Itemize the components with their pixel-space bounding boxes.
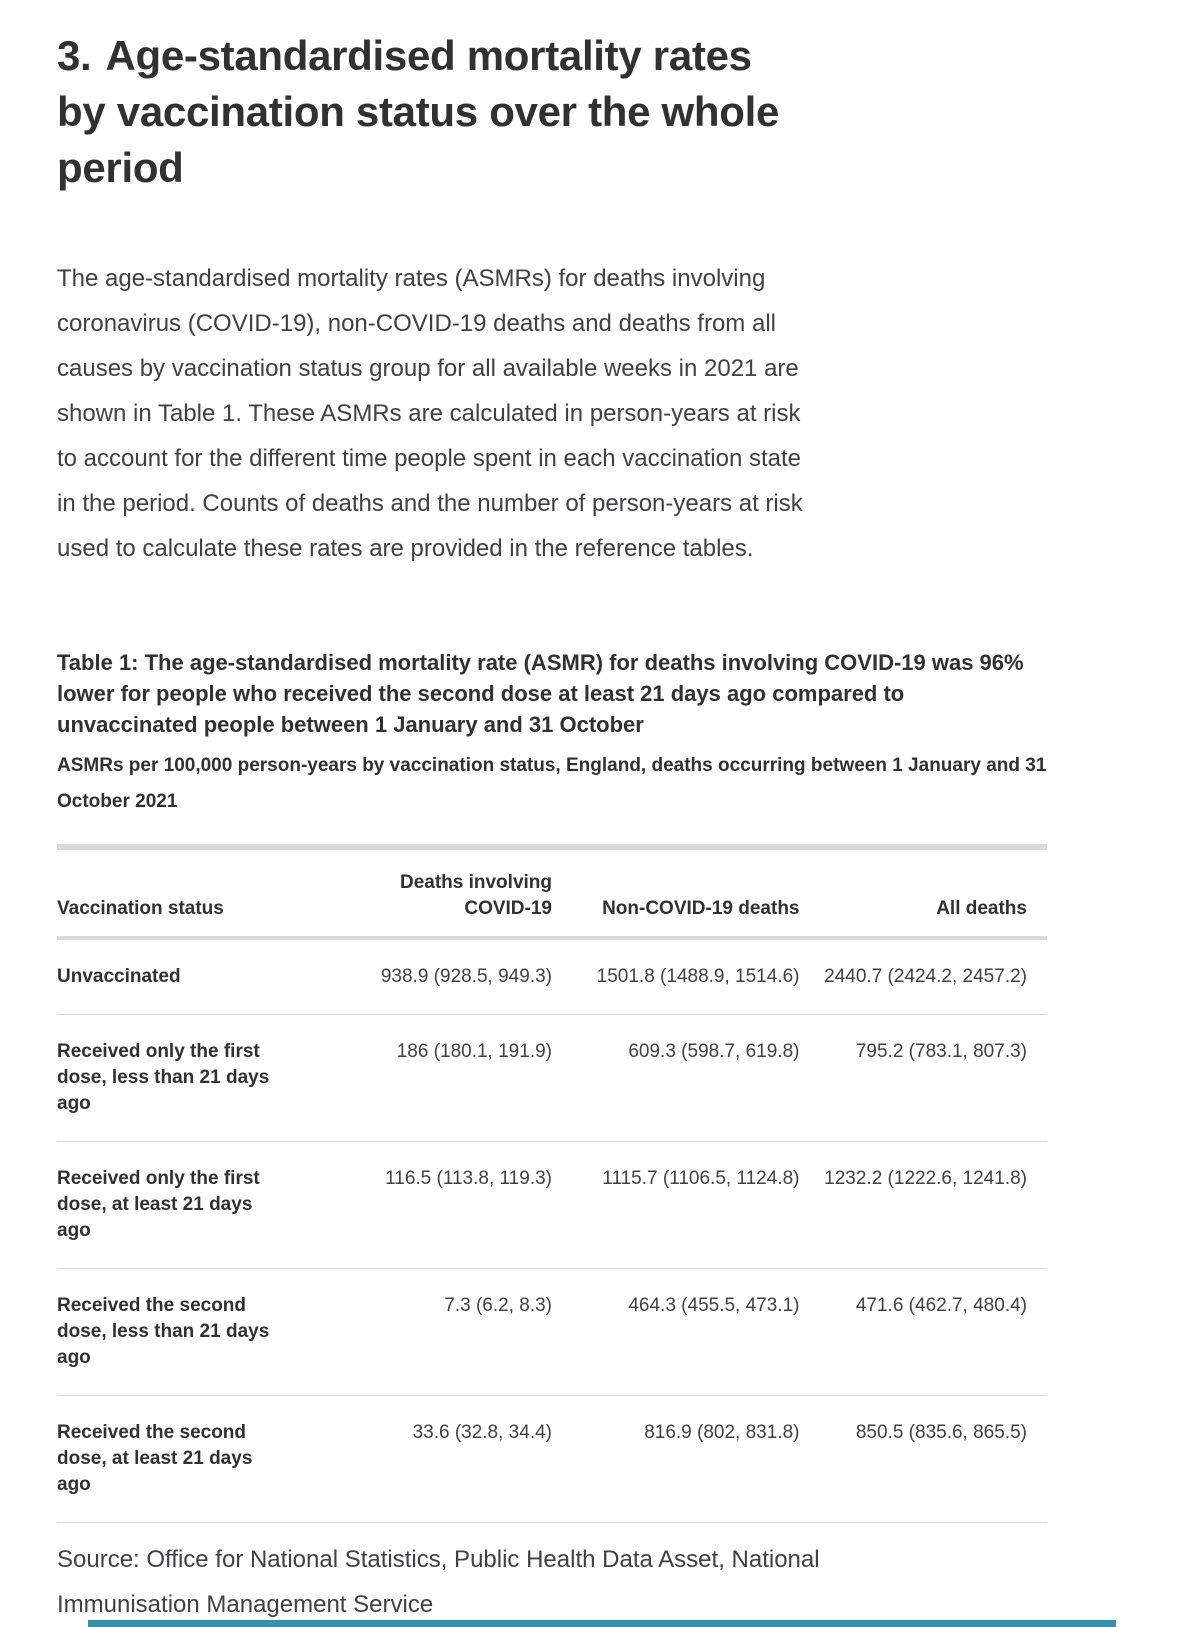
column-header-all-deaths: All deaths: [800, 847, 1048, 938]
cell-non-covid-deaths: 464.3 (455.5, 473.1): [628, 1295, 800, 1316]
cell-covid-deaths: 7.3 (6.2, 8.3): [444, 1295, 552, 1316]
column-header-non-covid-deaths: Non-COVID-19 deaths: [552, 847, 800, 938]
table-row: [57, 1269, 1047, 1396]
column-header-vaccination-status: Vaccination status: [57, 847, 354, 938]
section-title: Age-standardised mortality rates by vaccination status over the whole period: [57, 32, 780, 191]
row-header-vaccination-status: Received only the first dose, less than 21 days ago: [57, 1041, 270, 1114]
table-title: Table 1: The age-standardised mortality rate (ASMR) for deaths involving COVID-19 was 96% lower for people who received the second dose at least 21 days ago compared to unvaccinated people between 1 January and 31 October: [57, 650, 1024, 737]
row-header-vaccination-status: Received only the first dose, at least 21 days ago: [57, 1168, 260, 1241]
cell-all-deaths: 850.5 (835.6, 865.5): [855, 1422, 1027, 1443]
cell-non-covid-deaths: 1501.8 (1488.9, 1514.6): [596, 966, 800, 987]
table-header-row: [57, 847, 1047, 938]
cell-all-deaths: 1232.2 (1222.6, 1241.8): [824, 1168, 1027, 1189]
intro-paragraph: The age-standardised mortality rates (ASMRs) for deaths involving coronavirus (COVID-19), non-COVID-19 deaths and deaths from all causes by vaccination status group for all available weeks in 2021 are shown in Table 1. These ASMRs are calculated in person-years at risk to account for the different time people spent in each vaccination state in the period. Counts of deaths and the number of person-years at risk used to calculate these rates are provided in the reference tables.: [57, 265, 803, 562]
table-row: [57, 1142, 1047, 1269]
source-note: Source: Office for National Statistics, Public Health Data Asset, National Immunisation Management Service: [57, 1546, 820, 1618]
cell-all-deaths: 2440.7 (2424.2, 2457.2): [824, 966, 1027, 987]
cell-non-covid-deaths: 1115.7 (1106.5, 1124.8): [602, 1168, 800, 1189]
cell-covid-deaths: 116.5 (113.8, 119.3): [385, 1168, 552, 1189]
cell-non-covid-deaths: 816.9 (802, 831.8): [644, 1422, 800, 1443]
table-row: [57, 1015, 1047, 1142]
section-number: 3.: [57, 32, 92, 79]
table-subtitle: ASMRs per 100,000 person-years by vaccination status, England, deaths occurring between 1 January and 31 October 2021: [57, 755, 1047, 812]
table-row: [57, 938, 1047, 1015]
row-header-vaccination-status: Received the second dose, less than 21 days ago: [57, 1295, 270, 1368]
section-divider-bar: [88, 1620, 1116, 1627]
cell-covid-deaths: 33.6 (32.8, 34.4): [412, 1422, 552, 1443]
cell-all-deaths: 795.2 (783.1, 807.3): [855, 1041, 1027, 1062]
table-row: [57, 1396, 1047, 1523]
cell-covid-deaths: 938.9 (928.5, 949.3): [380, 966, 552, 987]
cell-all-deaths: 471.6 (462.7, 480.4): [855, 1295, 1027, 1316]
section-heading: [57, 28, 787, 196]
cell-non-covid-deaths: 609.3 (598.7, 619.8): [628, 1041, 800, 1062]
row-header-vaccination-status: Unvaccinated: [57, 966, 181, 987]
cell-covid-deaths: 186 (180.1, 191.9): [396, 1041, 552, 1062]
column-header-covid-deaths: Deaths involving COVID-19: [354, 847, 552, 938]
asmr-table: [57, 844, 1047, 1523]
row-header-vaccination-status: Received the second dose, at least 21 days ago: [57, 1422, 253, 1495]
